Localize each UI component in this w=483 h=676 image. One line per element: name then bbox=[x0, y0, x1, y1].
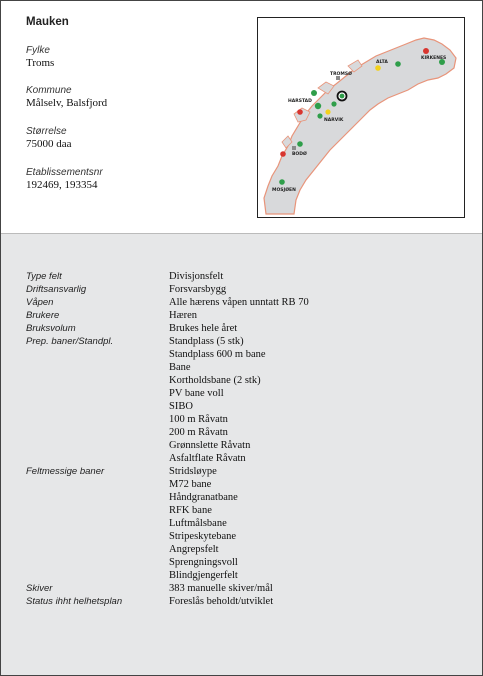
details-key: Prep. baner/Standpl. bbox=[26, 336, 114, 347]
details-row bbox=[26, 283, 466, 296]
field-fylke bbox=[26, 45, 54, 70]
map-label-kirkenes: KIRKENES bbox=[421, 56, 447, 61]
details-value: Blindgjengerfelt bbox=[169, 570, 238, 581]
details-row bbox=[26, 335, 466, 465]
details-value: Håndgranatbane bbox=[169, 492, 238, 503]
details-key: Feltmessige baner bbox=[26, 466, 105, 477]
details-values bbox=[169, 322, 466, 335]
map-label-tromso: TROMSØ bbox=[330, 72, 352, 77]
map-marker-red bbox=[297, 109, 303, 115]
map-label-narvik: NARVIK bbox=[324, 118, 344, 123]
map-marker-green bbox=[279, 179, 285, 185]
field-storrelse bbox=[26, 126, 72, 151]
details-value: PV bane voll bbox=[169, 388, 224, 399]
field-etablissementsnr bbox=[26, 167, 103, 192]
details-values bbox=[169, 270, 466, 283]
details-value: M72 bane bbox=[169, 479, 212, 490]
details-key: Type felt bbox=[26, 271, 62, 282]
details-value: Foreslås beholdt/utviklet bbox=[169, 596, 274, 607]
map-marker-green bbox=[311, 90, 317, 96]
details-value: Bane bbox=[169, 362, 191, 373]
details-value: 100 m Råvatn bbox=[169, 414, 228, 425]
field-label: Størrelse bbox=[26, 126, 67, 137]
details-row bbox=[26, 582, 466, 595]
page-title: Mauken bbox=[26, 16, 69, 28]
details-value: Brukes hele året bbox=[169, 323, 238, 334]
map-label-alta: ALTA bbox=[376, 60, 388, 65]
details-value: RFK bane bbox=[169, 505, 212, 516]
field-value: 192469, 193354 bbox=[26, 179, 98, 191]
field-value: Troms bbox=[26, 57, 55, 69]
map-marker-green bbox=[315, 103, 321, 109]
details-key: Driftsansvarlig bbox=[26, 284, 87, 295]
details-value: Forsvarsbygg bbox=[169, 284, 227, 295]
map-marker-red bbox=[423, 48, 429, 54]
details-value: Grønnslette Råvatn bbox=[169, 440, 251, 451]
field-value: 75000 daa bbox=[26, 138, 72, 150]
details-values bbox=[169, 335, 466, 465]
details-row bbox=[26, 465, 466, 582]
map-marker-green bbox=[395, 61, 401, 67]
details-key: Bruksvolum bbox=[26, 323, 76, 334]
map-marker-selected-core bbox=[340, 94, 345, 99]
map-label-harstad: HARSTAD bbox=[288, 99, 312, 104]
details-key: Våpen bbox=[26, 297, 54, 308]
details-row bbox=[26, 296, 466, 309]
details-values bbox=[169, 309, 466, 322]
details-values bbox=[169, 296, 466, 309]
details-row bbox=[26, 270, 466, 283]
details-key: Brukere bbox=[26, 310, 60, 321]
map-marker-yellow bbox=[375, 65, 381, 71]
details-value: Sprengningsvoll bbox=[169, 557, 238, 568]
details-value: 383 manuelle skiver/mål bbox=[169, 583, 273, 594]
details-value: Stripeskytebane bbox=[169, 531, 237, 542]
field-label: Etablissementsnr bbox=[26, 167, 103, 178]
field-label: Kommune bbox=[26, 85, 72, 96]
details-value: Asfaltflate Råvatn bbox=[169, 453, 246, 464]
details-values bbox=[169, 283, 466, 296]
map-marker-yellow bbox=[325, 109, 330, 114]
details-value: Alle hærens våpen unntatt RB 70 bbox=[169, 297, 309, 308]
map-label-bodo: BODØ bbox=[292, 152, 307, 157]
details-table bbox=[26, 270, 466, 608]
details-row bbox=[26, 309, 466, 322]
map-marker-green bbox=[317, 113, 322, 118]
details-value: 200 m Råvatn bbox=[169, 427, 228, 438]
field-label: Fylke bbox=[26, 45, 50, 56]
details-key: Skiver bbox=[26, 583, 53, 594]
details-value: Hæren bbox=[169, 310, 197, 321]
details-values bbox=[169, 465, 466, 582]
details-value: Standplass 600 m bane bbox=[169, 349, 266, 360]
details-values bbox=[169, 595, 466, 608]
field-kommune bbox=[26, 85, 107, 110]
details-section bbox=[1, 233, 482, 675]
details-key: Status ihht helhetsplan bbox=[26, 596, 123, 607]
details-value: Luftmålsbane bbox=[169, 518, 227, 529]
details-value: SIBO bbox=[169, 401, 193, 412]
location-map bbox=[257, 17, 465, 218]
details-value: Angrepsfelt bbox=[169, 544, 219, 555]
details-value: Divisjonsfelt bbox=[169, 271, 224, 282]
field-value: Målselv, Balsfjord bbox=[26, 97, 108, 109]
map-marker-green bbox=[297, 141, 303, 147]
map-label-mosjoen: MOSJØEN bbox=[272, 188, 296, 193]
map-marker-green bbox=[331, 101, 336, 106]
map-svg bbox=[258, 18, 464, 217]
details-value: Standplass (5 stk) bbox=[169, 336, 244, 347]
details-values bbox=[169, 582, 466, 595]
details-value: Kortholdsbane (2 stk) bbox=[169, 375, 261, 386]
map-marker-gray bbox=[292, 146, 296, 150]
details-row bbox=[26, 322, 466, 335]
map-marker-red bbox=[280, 151, 286, 157]
details-row bbox=[26, 595, 466, 608]
details-value: Stridsløype bbox=[169, 466, 217, 477]
header-section bbox=[1, 1, 482, 233]
